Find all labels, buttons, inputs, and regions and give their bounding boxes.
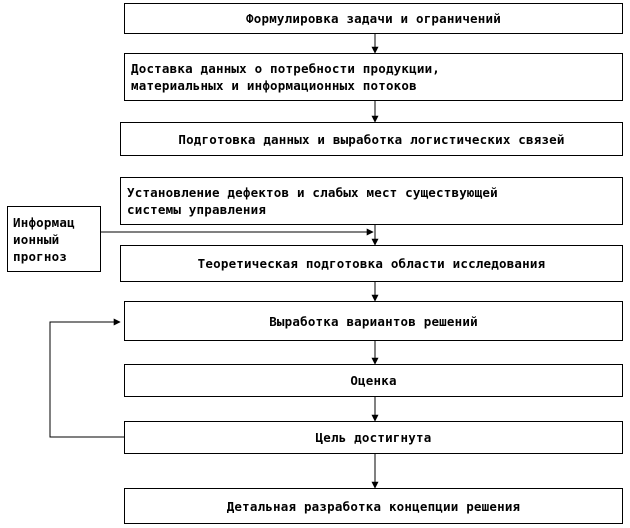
step-theory bbox=[120, 245, 623, 282]
step-defects bbox=[120, 177, 623, 225]
feedback-loop-arrow bbox=[50, 322, 124, 437]
step-goal-reached bbox=[124, 421, 623, 454]
step-evaluation-label: Оценка bbox=[350, 373, 397, 388]
step-data-preparation bbox=[120, 122, 623, 156]
step-goal-reached-label: Цель достигнута bbox=[315, 430, 432, 445]
step-concept bbox=[124, 488, 623, 524]
side-info-forecast bbox=[7, 206, 101, 272]
side-info-forecast-text bbox=[13, 214, 75, 265]
side-info-forecast-line1: Информац bbox=[13, 214, 75, 230]
step-data-delivery-line1: Доставка данных о потребности продукции, bbox=[131, 61, 441, 76]
step-data-delivery-text bbox=[131, 60, 440, 94]
side-info-forecast-line3: прогноз bbox=[13, 248, 68, 264]
step-data-delivery-line2: материальных и информационных потоков bbox=[131, 78, 417, 93]
step-variants bbox=[124, 301, 623, 341]
step-defects-line2: системы управления bbox=[127, 202, 267, 217]
side-info-forecast-line2: ионный bbox=[13, 231, 60, 247]
step-defects-text bbox=[127, 184, 498, 218]
step-evaluation bbox=[124, 364, 623, 397]
step-defects-line1: Установление дефектов и слабых мест существующей bbox=[127, 185, 498, 200]
step-data-preparation-label: Подготовка данных и выработка логистических связей bbox=[178, 131, 565, 147]
step-formulation-label: Формулировка задачи и ограничений bbox=[246, 11, 501, 26]
step-concept-label: Детальная разработка концепции решения bbox=[226, 498, 521, 514]
step-variants-label: Выработка вариантов решений bbox=[269, 313, 478, 329]
step-theory-label: Теоретическая подготовка области исследования bbox=[197, 256, 546, 271]
step-data-delivery bbox=[124, 53, 623, 101]
step-formulation bbox=[124, 3, 623, 34]
